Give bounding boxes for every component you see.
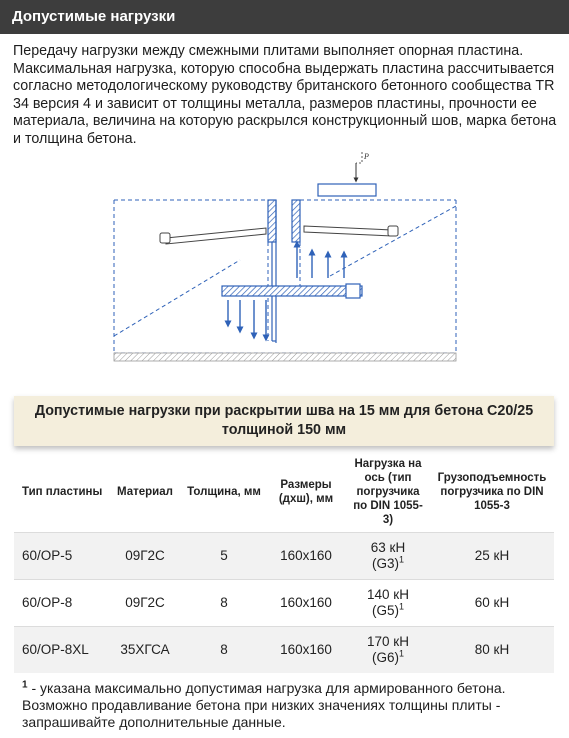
footnote-mark: 1	[22, 679, 28, 691]
cell-material: 35ХГСА	[108, 627, 182, 674]
col-header-size: Размеры (дхш), мм	[278, 479, 334, 505]
footnote-ref: 1	[398, 554, 404, 565]
anchor-dowels	[160, 226, 398, 244]
cell-size: 160х160	[266, 580, 346, 627]
footnote	[22, 680, 552, 731]
col-header-material: Материал	[117, 486, 173, 498]
cell-material: 09Г2С	[108, 580, 182, 627]
section-title: Допустимые нагрузки	[12, 8, 176, 25]
upward-force-arrows	[297, 244, 344, 278]
col-header-axle-load: Нагрузка на ось (тип погрузчика по DIN 1055-3)	[353, 458, 423, 526]
table-row	[14, 627, 554, 674]
intro-paragraph: Передачу нагрузки между смежными плитами выполняет опорная пластина. Максимальная нагрузка, которую способна выдержать пластина рассчитывается согласно методологическому руководству британского бетонного сообщества TR 34 версия 4 и зависит от толщины металла, размеров пластины, прочности ее материала, величина на которую раскрылся конструкционный шов, марка бетона и толщина бетона.	[13, 43, 557, 147]
slab-outline	[114, 200, 456, 353]
cell-capacity: 80 кН	[430, 627, 554, 674]
joint-profile	[268, 200, 300, 343]
footnote-ref: 1	[398, 601, 404, 612]
cell-size: 160х160	[266, 627, 346, 674]
col-header-thickness: Толщина, мм	[187, 486, 261, 498]
cell-axle-load: 140 кН $(G5)^1$	[346, 580, 430, 627]
col-header-type: Тип пластины	[22, 486, 103, 498]
cell-type: 60/OP-5	[14, 533, 108, 580]
downward-force-arrows	[228, 300, 266, 338]
table-row	[14, 533, 554, 580]
table-caption: Допустимые нагрузки при раскрытии шва на 15 мм для бетона С20/25 толщиной 150 мм	[14, 396, 554, 446]
joint-load-diagram	[100, 148, 470, 373]
cell-capacity: 60 кН	[430, 580, 554, 627]
base-slab	[114, 353, 456, 361]
load-label: P	[364, 152, 369, 161]
support-plate	[222, 284, 362, 298]
footnote-ref: 1	[398, 648, 404, 659]
cell-capacity: 25 кН	[430, 533, 554, 580]
table-row	[14, 580, 554, 627]
cell-thickness: 8	[182, 627, 266, 674]
section-header	[0, 0, 569, 34]
loads-table	[14, 452, 554, 673]
cell-thickness: 5	[182, 533, 266, 580]
footnote-text: - указана максимально допустимая нагрузка для армированного бетона. Возможно продавливание бетона при низких значениях толщины плиты - запрашивайте дополнительные данные.	[22, 680, 506, 730]
cell-type: 60/OP-8XL	[14, 627, 108, 674]
cell-size: 160х160	[266, 533, 346, 580]
cell-axle-load: 170 кН $(G6)^1$	[346, 627, 430, 674]
cell-thickness: 8	[182, 580, 266, 627]
cell-type: 60/OP-8	[14, 580, 108, 627]
cell-axle-load: 63 кН $(G3)^1$	[346, 533, 430, 580]
col-header-capacity: Грузоподъемность погрузчика по DIN 1055-3	[437, 472, 547, 512]
load-indicator	[318, 152, 376, 196]
cell-material: 09Г2С	[108, 533, 182, 580]
table-header-row	[14, 452, 554, 533]
